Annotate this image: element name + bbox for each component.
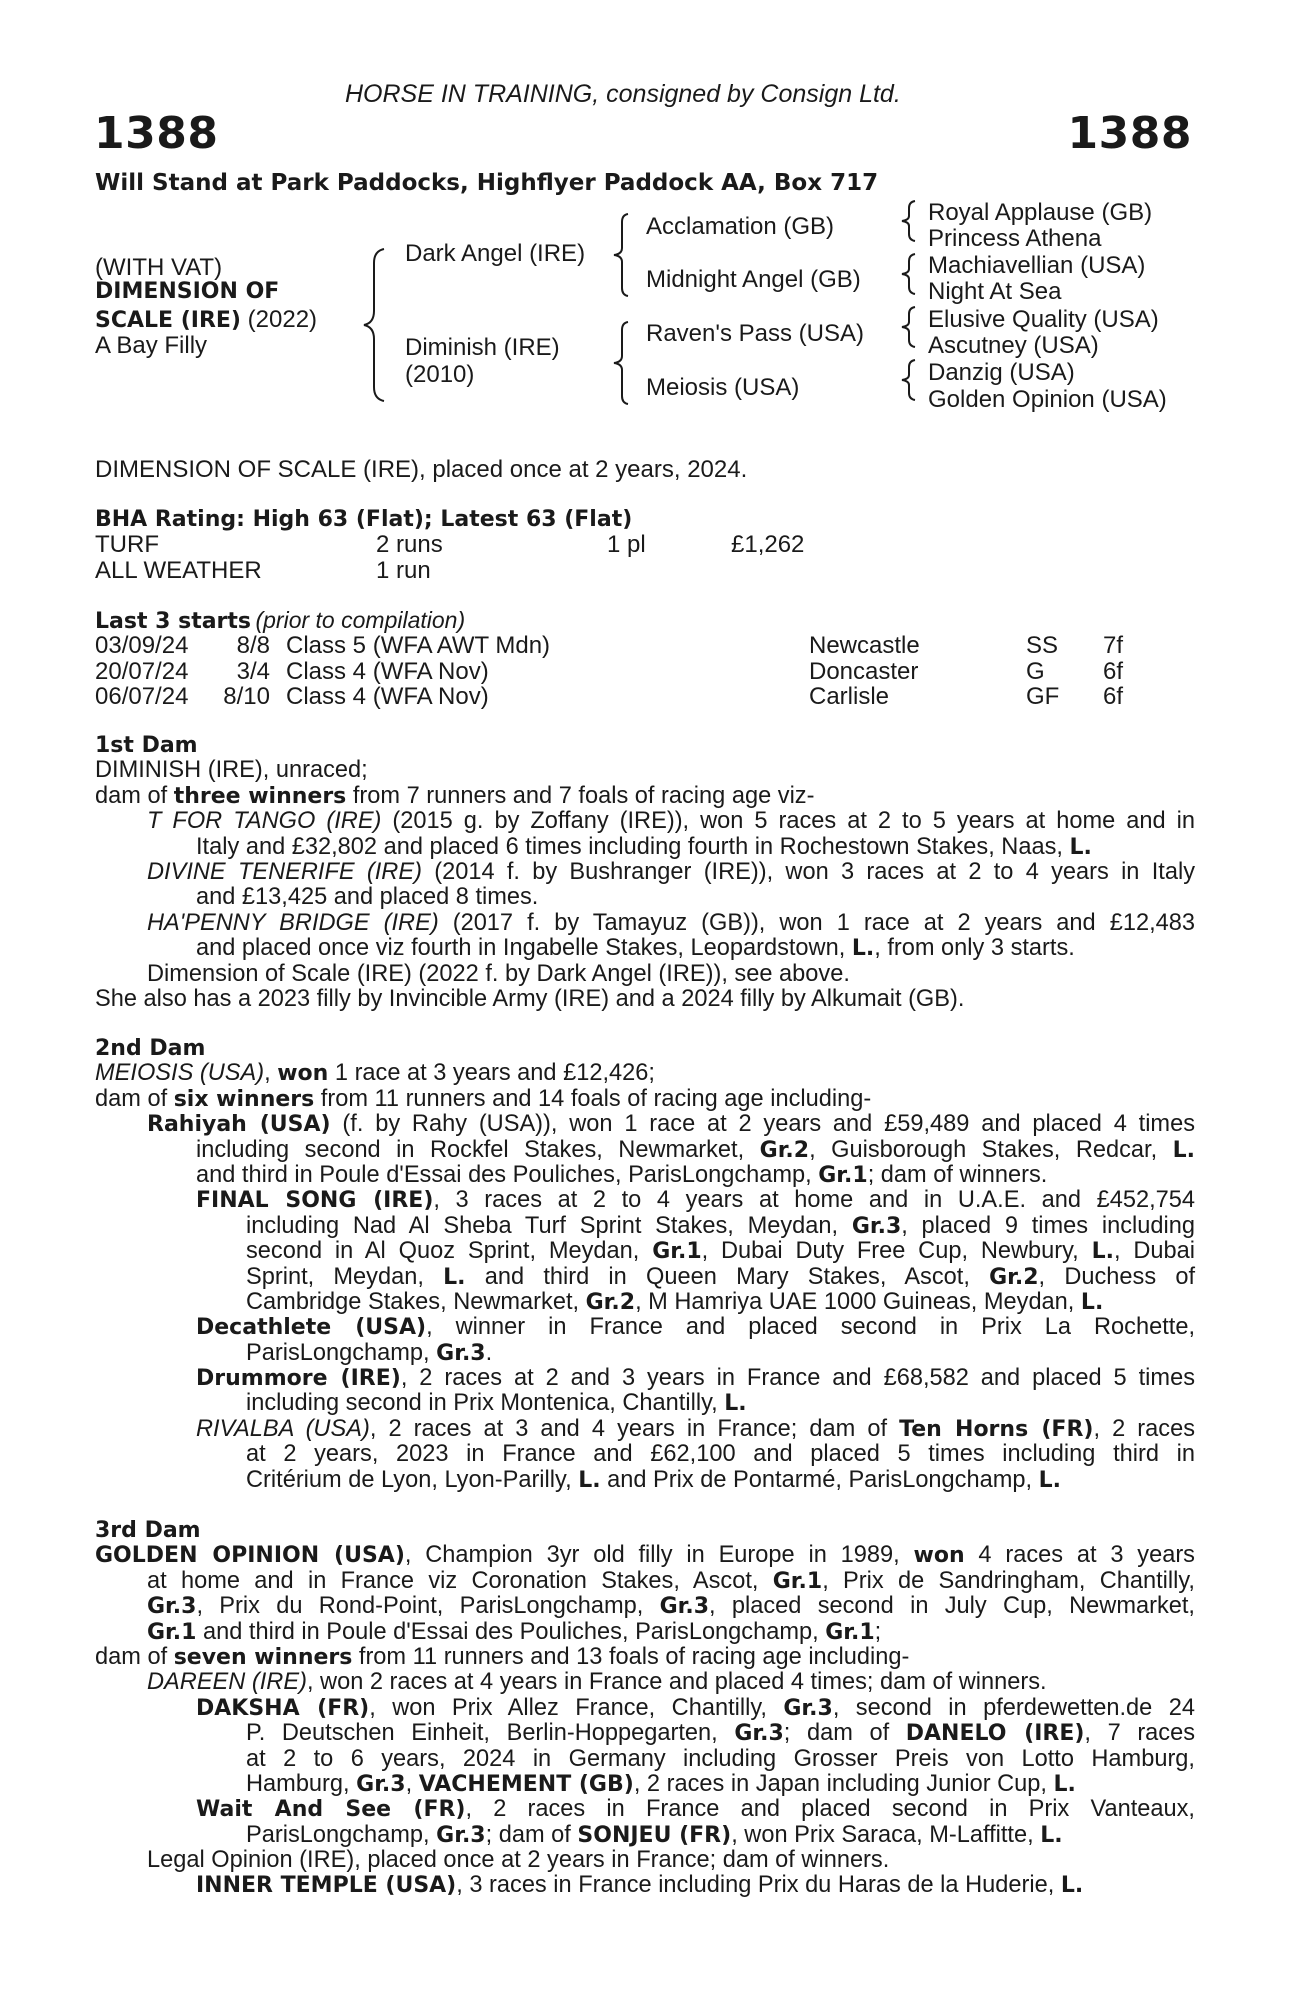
last-starts-note: (prior to compilation) — [255, 607, 466, 633]
produce-drummore: Drummore (IRE), 2 races at 2 and 3 years in France and £68,582 and placed 5 times — [196, 1365, 1195, 1392]
horse-name-line2: SCALE (IRE) — [95, 308, 241, 333]
turf-prize: £1,262 — [731, 531, 805, 558]
pedigree-dam-sire: Raven's Pass (USA) — [646, 320, 864, 347]
pedigree-sdd: Night At Sea — [928, 278, 1062, 305]
last-starts-title: Last 3 starts — [95, 609, 252, 634]
pedigree-brace-3 — [610, 318, 634, 408]
start-position: 8/10 — [223, 683, 270, 710]
produce-wait-and-see: Wait And See (FR), 2 races in France and placed second in Prix Vanteaux, — [196, 1796, 1195, 1823]
second-dam-title: 2nd Dam — [95, 1036, 206, 1061]
produce-final-song-cont3: Sprint, Meydan, L. and third in Queen Mary Stakes, Ascot, Gr.2, Duchess of — [246, 1263, 1196, 1290]
pedigree-sds: Machiavellian (USA) — [928, 252, 1146, 279]
pedigree-sire-sire: Acclamation (GB) — [646, 213, 835, 240]
third-dam-line4: Gr.1 and third in Poule d'Essai des Pouliches, ParisLongchamp, Gr.1; — [147, 1618, 882, 1645]
start-course: Newcastle — [809, 632, 920, 659]
pedigree-brace-1 — [360, 245, 390, 405]
produce-dareen: DAREEN (IRE), won 2 races at 4 years in France and placed 4 times; dam of winners. — [147, 1669, 1047, 1696]
start-race: Class 5 (WFA AWT Mdn) — [286, 632, 551, 659]
third-dam-line2: at home and in France viz Coronation Stakes, Ascot, Gr.1, Prix de Sandringham, Chantilly, — [147, 1567, 1195, 1594]
pedigree-dam-year: (2010) — [405, 361, 475, 388]
start-position: 8/8 — [236, 632, 270, 659]
lot-number-right: 1388 — [1067, 108, 1192, 159]
pedigree-dam: Diminish (IRE) — [405, 334, 560, 361]
third-dam-produce-line: dam of seven winners from 11 runners and 13 foals of racing age including- — [95, 1643, 910, 1670]
lot-number-left: 1388 — [94, 108, 219, 159]
pedigree-dsd: Ascutney (USA) — [928, 332, 1099, 359]
start-position: 3/4 — [236, 658, 270, 685]
aw-runs: 1 run — [376, 557, 431, 584]
summary-line: DIMENSION OF SCALE (IRE), placed once at 2 years, 2024. — [95, 456, 748, 483]
third-dam-title: 3rd Dam — [95, 1518, 201, 1543]
pedigree-ddd: Golden Opinion (USA) — [928, 386, 1167, 413]
first-dam-line1: DIMINISH (IRE), unraced; — [95, 757, 368, 784]
second-dam-produce-line: dam of six winners from 11 runners and 14 foals of racing age including- — [95, 1085, 872, 1112]
produce-daksha-cont2: at 2 to 6 years, 2024 in Germany including Grosser Preis von Lotto Hamburg, — [246, 1745, 1195, 1772]
produce-final-song-cont: including Nad Al Sheba Turf Sprint Stakes, Meydan, Gr.3, placed 9 times including — [246, 1212, 1195, 1239]
third-dam-line3: Gr.3, Prix du Rond-Point, ParisLongchamp, Gr.3, placed second in July Cup, Newmarket, — [147, 1593, 1195, 1620]
produce-divine-tenerife-cont: and £13,425 and placed 8 times. — [196, 884, 539, 911]
produce-t-for-tango-cont: Italy and £32,802 and placed 6 times including fourth in Rochestown Stakes, Naas, L. — [196, 833, 1092, 860]
start-race: Class 4 (WFA Nov) — [286, 683, 489, 710]
produce-daksha-cont3: Hamburg, Gr.3, VACHEMENT (GB), 2 races in Japan including Junior Cup, L. — [246, 1770, 1076, 1797]
produce-inner-temple: INNER TEMPLE (USA), 3 races in France including Prix du Haras de la Huderie, L. — [196, 1872, 1084, 1899]
produce-rahiyah-cont2: and third in Poule d'Essai des Pouliches, ParisLongchamp, Gr.1; dam of winners. — [196, 1161, 1048, 1188]
start-distance: 6f — [1103, 683, 1124, 710]
start-course: Carlisle — [809, 683, 890, 710]
pedigree-brace-4 — [897, 198, 919, 244]
pedigree-dam-dam: Meiosis (USA) — [646, 374, 800, 401]
start-date: 06/07/24 — [95, 683, 189, 710]
vat-label: (WITH VAT) — [95, 254, 223, 281]
produce-t-for-tango: T FOR TANGO (IRE) (2015 g. by Zoffany (IRE)), won 5 races at 2 to 5 years at home and in — [147, 808, 1195, 835]
start-course: Doncaster — [809, 658, 919, 685]
produce-divine-tenerife: DIVINE TENERIFE (IRE) (2014 f. by Bushranger (IRE)), won 3 races at 2 to 4 years in Italy — [147, 858, 1195, 885]
produce-decathlete: Decathlete (USA), winner in France and placed second in Prix La Rochette, — [196, 1314, 1195, 1341]
horse-name-line1: DIMENSION OF — [95, 279, 280, 304]
produce-daksha: DAKSHA (FR), won Prix Allez France, Chantilly, Gr.3, second in pferdewetten.de 24 — [196, 1694, 1195, 1721]
produce-final-song: FINAL SONG (IRE), 3 races at 2 to 4 years at home and in U.A.E. and £452,754 — [196, 1187, 1195, 1214]
produce-final-song-cont2: second in Al Quoz Sprint, Meydan, Gr.1, Dubai Duty Free Cup, Newbury, L., Dubai — [246, 1238, 1195, 1265]
first-dam-later-foals: She also has a 2023 filly by Invincible Army (IRE) and a 2024 filly by Alkumait (GB). — [95, 985, 965, 1012]
start-going: G — [1026, 658, 1045, 685]
last-starts-heading — [95, 607, 465, 634]
produce-dimension-of-scale: Dimension of Scale (IRE) (2022 f. by Dark Angel (IRE)), see above. — [147, 960, 850, 987]
produce-rahiyah-cont: including second in Rockfel Stakes, Newmarket, Gr.2, Guisborough Stakes, Redcar, L. — [196, 1136, 1196, 1163]
produce-legal-opinion: Legal Opinion (IRE), placed once at 2 years in France; dam of winners. — [147, 1847, 890, 1874]
produce-rahiyah: Rahiyah (USA) (f. by Rahy (USA)), won 1 race at 2 years and £59,489 and placed 4 times — [147, 1111, 1196, 1138]
pedigree-sss: Royal Applause (GB) — [928, 199, 1153, 226]
produce-hapenny-bridge: HA'PENNY BRIDGE (IRE) (2017 f. by Tamayuz (GB)), won 1 race at 2 years and £12,483 — [147, 909, 1195, 936]
pedigree-brace-6 — [897, 304, 919, 350]
produce-rivalba-cont: at 2 years, 2023 in France and £62,100 and placed 5 times including third in — [246, 1441, 1195, 1468]
pedigree-ssd: Princess Athena — [928, 225, 1102, 252]
produce-wait-and-see-cont: ParisLongchamp, Gr.3; dam of SONJEU (FR), won Prix Saraca, M-Laffitte, L. — [246, 1821, 1063, 1848]
pedigree-dds: Danzig (USA) — [928, 359, 1075, 386]
produce-daksha-cont: P. Deutschen Einheit, Berlin-Hoppegarten, Gr.3; dam of DANELO (IRE), 7 races — [246, 1720, 1196, 1747]
pedigree-brace-7 — [897, 357, 919, 403]
start-race: Class 4 (WFA Nov) — [286, 658, 489, 685]
start-distance: 7f — [1103, 632, 1124, 659]
second-dam-line1: MEIOSIS (USA), won 1 race at 3 years and £12,426; — [95, 1060, 655, 1087]
horse-name-line2-wrap — [95, 306, 317, 334]
pedigree-dss: Elusive Quality (USA) — [928, 306, 1159, 333]
produce-drummore-cont: including second in Prix Montenica, Chantilly, L. — [246, 1390, 747, 1417]
turf-placed: 1 pl — [607, 531, 646, 558]
produce-rivalba-cont2: Critérium de Lyon, Lyon-Parilly, L. and Prix de Pontarmé, ParisLongchamp, L. — [246, 1466, 1061, 1493]
produce-rivalba: RIVALBA (USA), 2 races at 3 and 4 years in France; dam of Ten Horns (FR), 2 races — [196, 1415, 1196, 1442]
pedigree-brace-5 — [897, 251, 919, 297]
third-dam-line1: GOLDEN OPINION (USA), Champion 3yr old filly in Europe in 1989, won 4 races at 3 years — [95, 1542, 1195, 1569]
third-dam-section — [95, 1518, 1195, 1899]
consignment-subtitle: HORSE IN TRAINING, consigned by Consign Ltd. — [345, 80, 901, 108]
turf-label: TURF — [95, 531, 159, 558]
horse-description: A Bay Filly — [95, 332, 208, 359]
start-going: GF — [1026, 683, 1060, 710]
produce-decathlete-cont: ParisLongchamp, Gr.3. — [246, 1339, 493, 1366]
location-line: Will Stand at Park Paddocks, Highflyer Paddock AA, Box 717 — [95, 170, 879, 196]
first-dam-produce-line: dam of three winners from 7 runners and 7 foals of racing age viz- — [95, 782, 815, 809]
pedigree-sire-dam: Midnight Angel (GB) — [646, 266, 861, 293]
pedigree-sire: Dark Angel (IRE) — [405, 240, 586, 267]
first-dam-title: 1st Dam — [95, 733, 198, 758]
turf-runs: 2 runs — [376, 531, 443, 558]
start-date: 20/07/24 — [95, 658, 189, 685]
rating-title: BHA Rating: High 63 (Flat); Latest 63 (Flat) — [95, 507, 633, 532]
produce-final-song-cont4: Cambridge Stakes, Newmarket, Gr.2, M Hamriya UAE 1000 Guineas, Meydan, L. — [246, 1288, 1104, 1315]
start-going: SS — [1026, 632, 1059, 659]
horse-year: (2022) — [241, 306, 318, 333]
second-dam-section — [95, 1036, 1195, 1493]
first-dam-section — [95, 733, 1195, 1012]
produce-hapenny-bridge-cont: and placed once viz fourth in Ingabelle Stakes, Leopardstown, L., from only 3 starts. — [196, 935, 1075, 962]
start-distance: 6f — [1103, 658, 1124, 685]
pedigree-brace-2 — [610, 210, 634, 300]
aw-label: ALL WEATHER — [95, 557, 262, 584]
start-date: 03/09/24 — [95, 632, 189, 659]
